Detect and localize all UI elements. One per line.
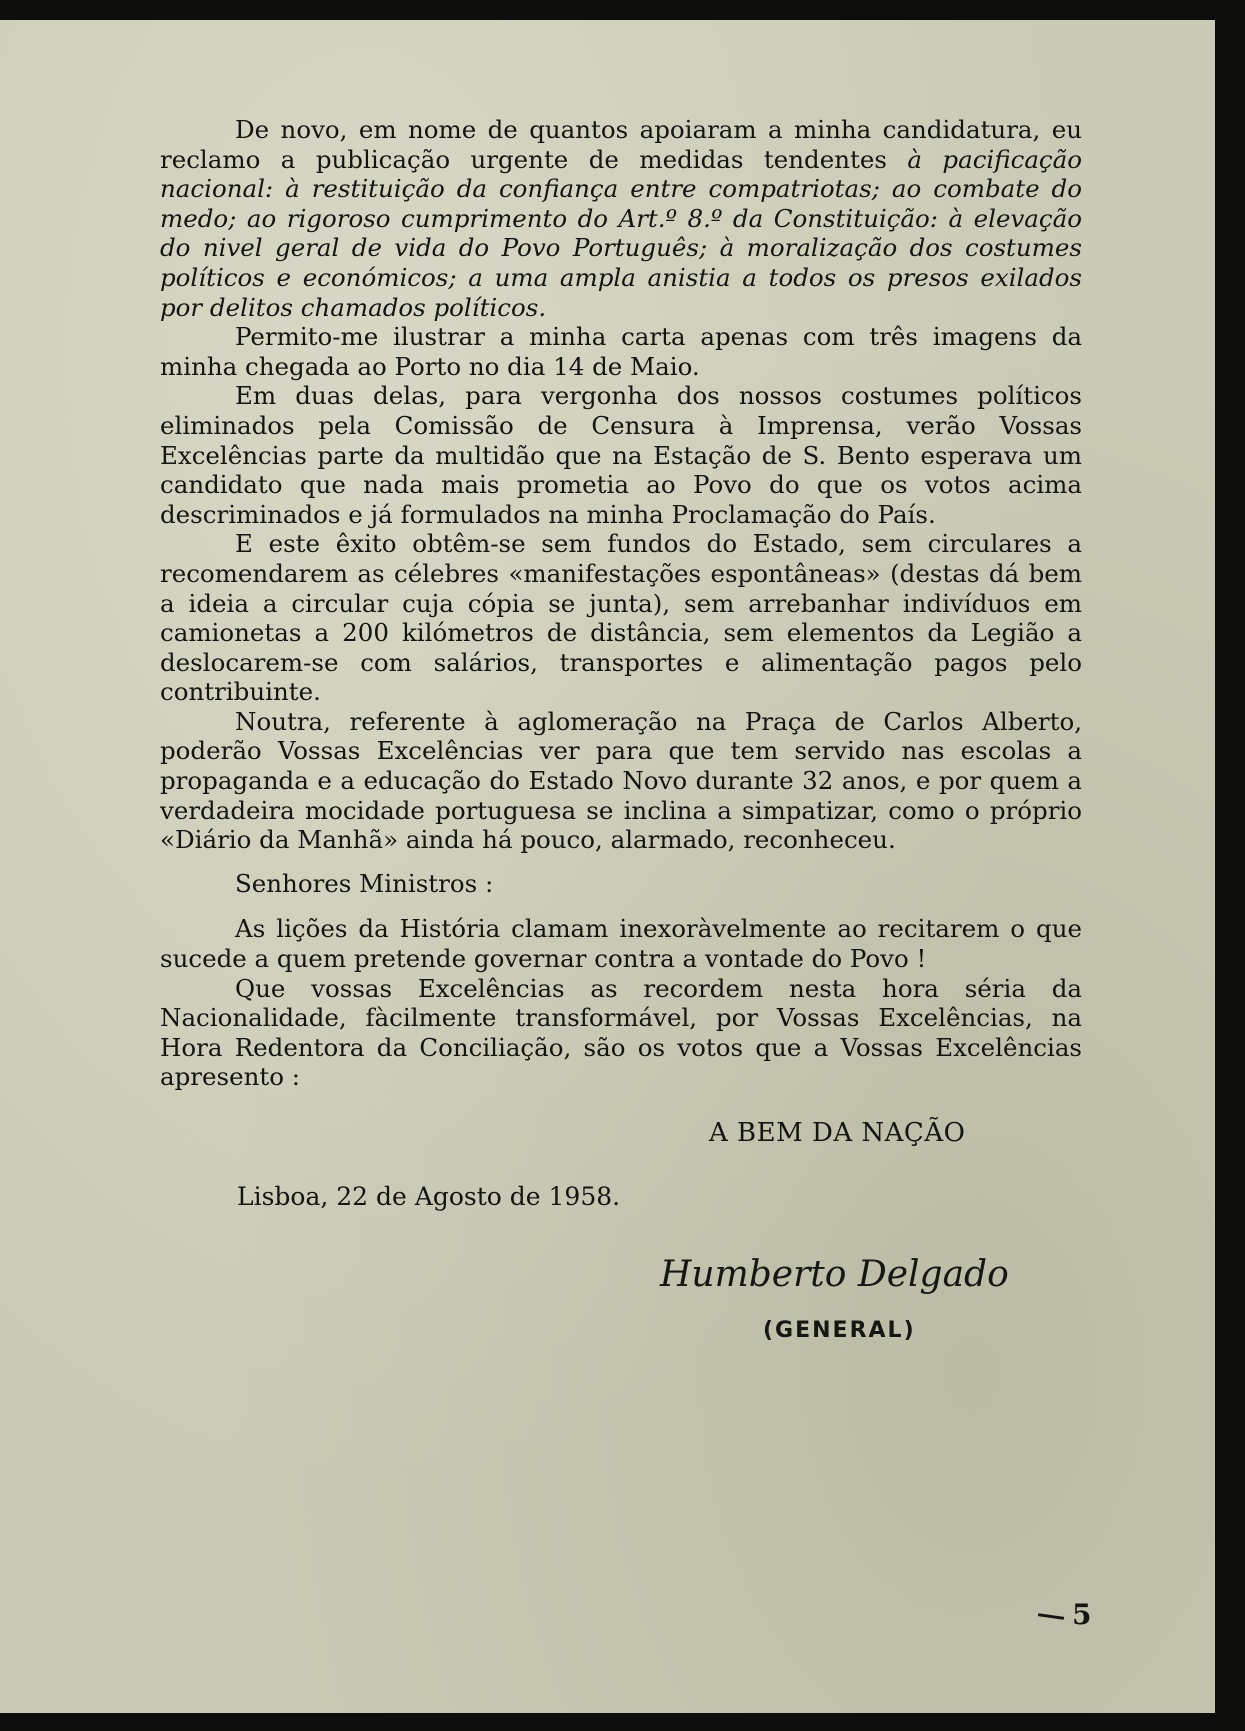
paragraph-demands [160,115,1082,322]
paragraph-demands-italic: à pacificação nacional: à restituição da confiança entre compatriotas; ao combate do medo; ao rigoroso cumprimento do Art.º 8.º da Constituição: à elevação do nivel geral de vida do Povo Português; à moralização dos costumes políticos e económicos; a uma ampla anistia a todos os presos exilados por delitos chamados políticos. [160,144,1082,322]
salutation: Senhores Ministros : [235,868,494,898]
page-number-dash [1038,1613,1064,1620]
paragraph-success: E este êxito obtêm-se sem fundos do Estado, sem circulares a recomendarem as célebres «manifestações espontâneas» (destas dá bem a ideia a circular cuja cópia se junta), sem arrebanhar indivíduos em camionetas a 200 kilómetros de distância, sem elementos da Legião a deslocarem-se com salários, transportes e alimentação pagos pelo contribuinte. [160,529,1082,707]
signatory-rank: (GENERAL) [763,1318,916,1343]
paragraph-images: Permito-me ilustrar a minha carta apenas com três imagens da minha chegada ao Porto no dia 14 de Maio. [160,322,1082,381]
paragraph-crowd-sao-bento: Em duas delas, para vergonha dos nossos costumes políticos eliminados pela Comissão de Censura à Imprensa, verão Vossas Excelências parte da multidão que na Estação de S. Bento esperava um candidato que nada mais prometia ao Povo do que os votos acima descriminados e já formulados na minha Proclamação do País. [160,381,1082,529]
document-page [0,20,1215,1713]
closing-formula: A BEM DA NAÇÃO [709,1118,966,1148]
page-number [1038,1598,1091,1631]
letter-body [160,115,1082,1092]
page-number-value: 5 [1072,1598,1092,1631]
paragraph-history-lessons: As lições da História clamam inexoràvelmente ao recitarem o que sucede a quem pretende governar contra a vontade do Povo ! [160,914,1082,974]
signature: Humberto Delgado [660,1254,1009,1295]
paragraph-carlos-alberto: Noutra, referente à aglomeração na Praça de Carlos Alberto, poderão Vossas Excelências ver para que tem servido nas escolas a propaganda e a educação do Estado Novo durante 32 anos, e por quem a verdadeira mocidade portuguesa se inclina a simpatizar, como o próprio «Diário da Manhã» ainda há pouco, alarmado, reconheceu. [160,706,1082,855]
paragraph-final-wishes: Que vossas Excelências as recordem nesta hora séria da Nacionalidade, fàcilmente transformável, por Vossas Excelências, na Hora Redentora da Conciliação, são os votos que a Vossas Excelências apresento : [160,973,1082,1092]
dateline: Lisboa, 22 de Agosto de 1958. [237,1182,621,1211]
paragraph-demands-text: De novo, em nome de quantos apoiaram a minha candidatura, eu reclamo a publicação urgente de medidas tendentes [160,115,1082,174]
